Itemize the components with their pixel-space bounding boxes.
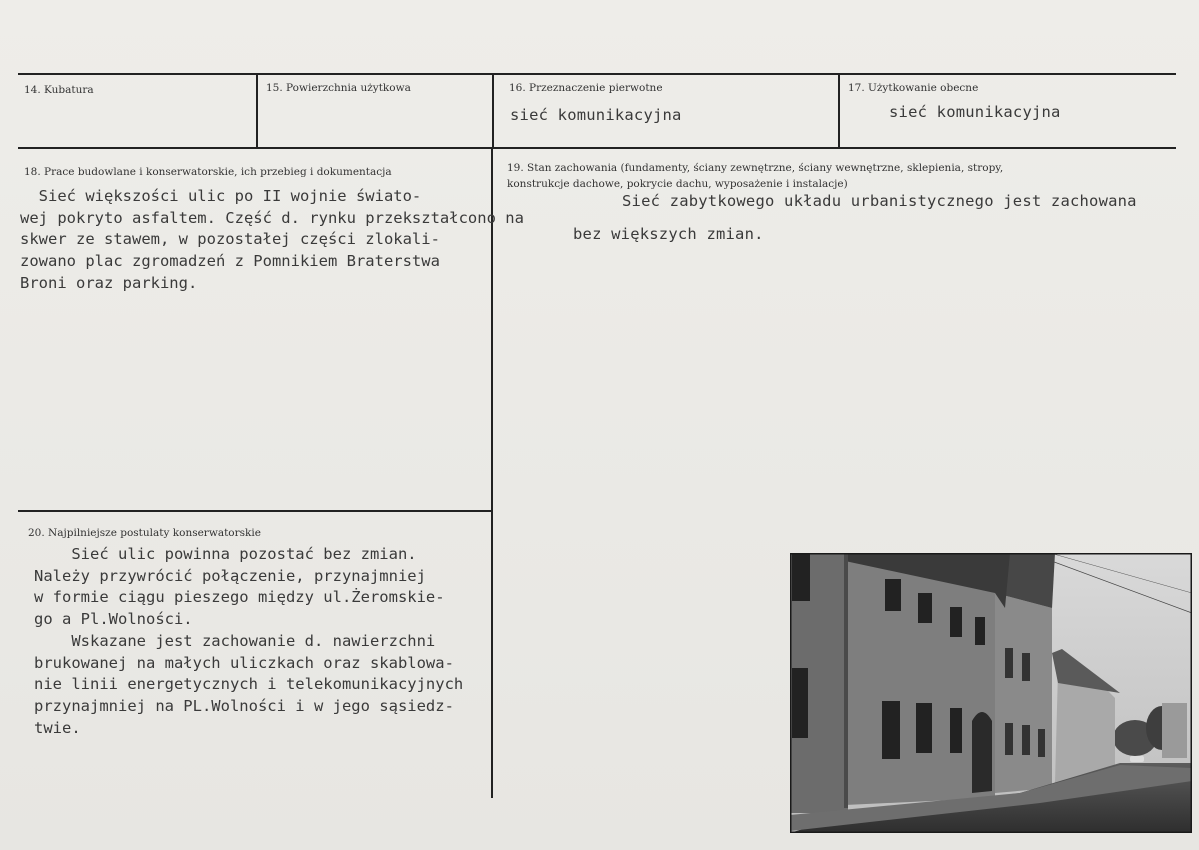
text-line: zowano plac zgromadzeń z Pomnikiem Braterstwa bbox=[20, 252, 440, 271]
field-18-label: 18. Prace budowlane i konserwatorskie, ich przebieg i dokumentacja bbox=[24, 166, 392, 178]
street-photo-image bbox=[790, 553, 1192, 833]
section-18-bottom-line bbox=[18, 510, 492, 512]
top-border-line bbox=[18, 73, 1176, 75]
field-20-text bbox=[34, 544, 463, 739]
field-14-label: 14. Kubatura bbox=[24, 84, 94, 96]
field-16-label: 16. Przeznaczenie pierwotne bbox=[509, 82, 663, 94]
text-line: Sieć większości ulic po II wojnie świato- bbox=[20, 187, 422, 205]
row-divider-line bbox=[18, 147, 1176, 149]
text-line: go a Pl.Wolności. bbox=[34, 610, 193, 629]
field-17-value: sieć komunikacyjna bbox=[889, 103, 1061, 121]
field-15-label: 15. Powierzchnia użytkowa bbox=[266, 82, 411, 94]
field-19-label: 19. Stan zachowania (fundamenty, ściany zewnętrzne, ściany wewnętrzne, sklepienia, stropy, bbox=[507, 162, 1004, 174]
field-16-value: sieć komunikacyjna bbox=[510, 106, 682, 124]
column-divider-line bbox=[256, 74, 258, 148]
field-19-label-continued: konstrukcje dachowe, pokrycie dachu, wyposażenie i instalacje) bbox=[507, 178, 848, 190]
column-divider-line bbox=[838, 74, 840, 148]
text-line: przynajmniej na PL.Wolności i w jego sąsiedz- bbox=[34, 696, 454, 715]
street-photo bbox=[790, 553, 1192, 833]
text-line: nie linii energetycznych i telekomunikacyjnych bbox=[34, 675, 464, 694]
text-line: Broni oraz parking. bbox=[20, 273, 198, 292]
field-19-text-line: Sieć zabytkowego układu urbanistycznego jest zachowana bbox=[622, 192, 1137, 210]
text-line: w formie ciągu pieszego między ul.Żeromskie- bbox=[34, 588, 445, 607]
text-line: wej pokryto asfaltem. Część d. rynku przekształcono na bbox=[20, 208, 524, 227]
field-17-label: 17. Użytkowanie obecne bbox=[848, 82, 979, 94]
text-line: Sieć ulic powinna pozostać bez zmian. bbox=[34, 545, 417, 563]
field-20-label: 20. Najpilniejsze postulaty konserwatorskie bbox=[28, 527, 261, 539]
text-line: Należy przywrócić połączenie, przynajmniej bbox=[34, 566, 426, 585]
text-line: twie. bbox=[34, 718, 81, 737]
column-divider-line bbox=[492, 74, 494, 148]
field-18-text bbox=[20, 186, 524, 295]
field-19-text-line: bez większych zmian. bbox=[573, 225, 764, 243]
text-line: brukowanej na małych uliczkach oraz skablowa- bbox=[34, 653, 454, 672]
text-line: Wskazane jest zachowanie d. nawierzchni bbox=[34, 631, 436, 650]
text-line: skwer ze stawem, w pozostałej części zlokali- bbox=[20, 230, 440, 249]
